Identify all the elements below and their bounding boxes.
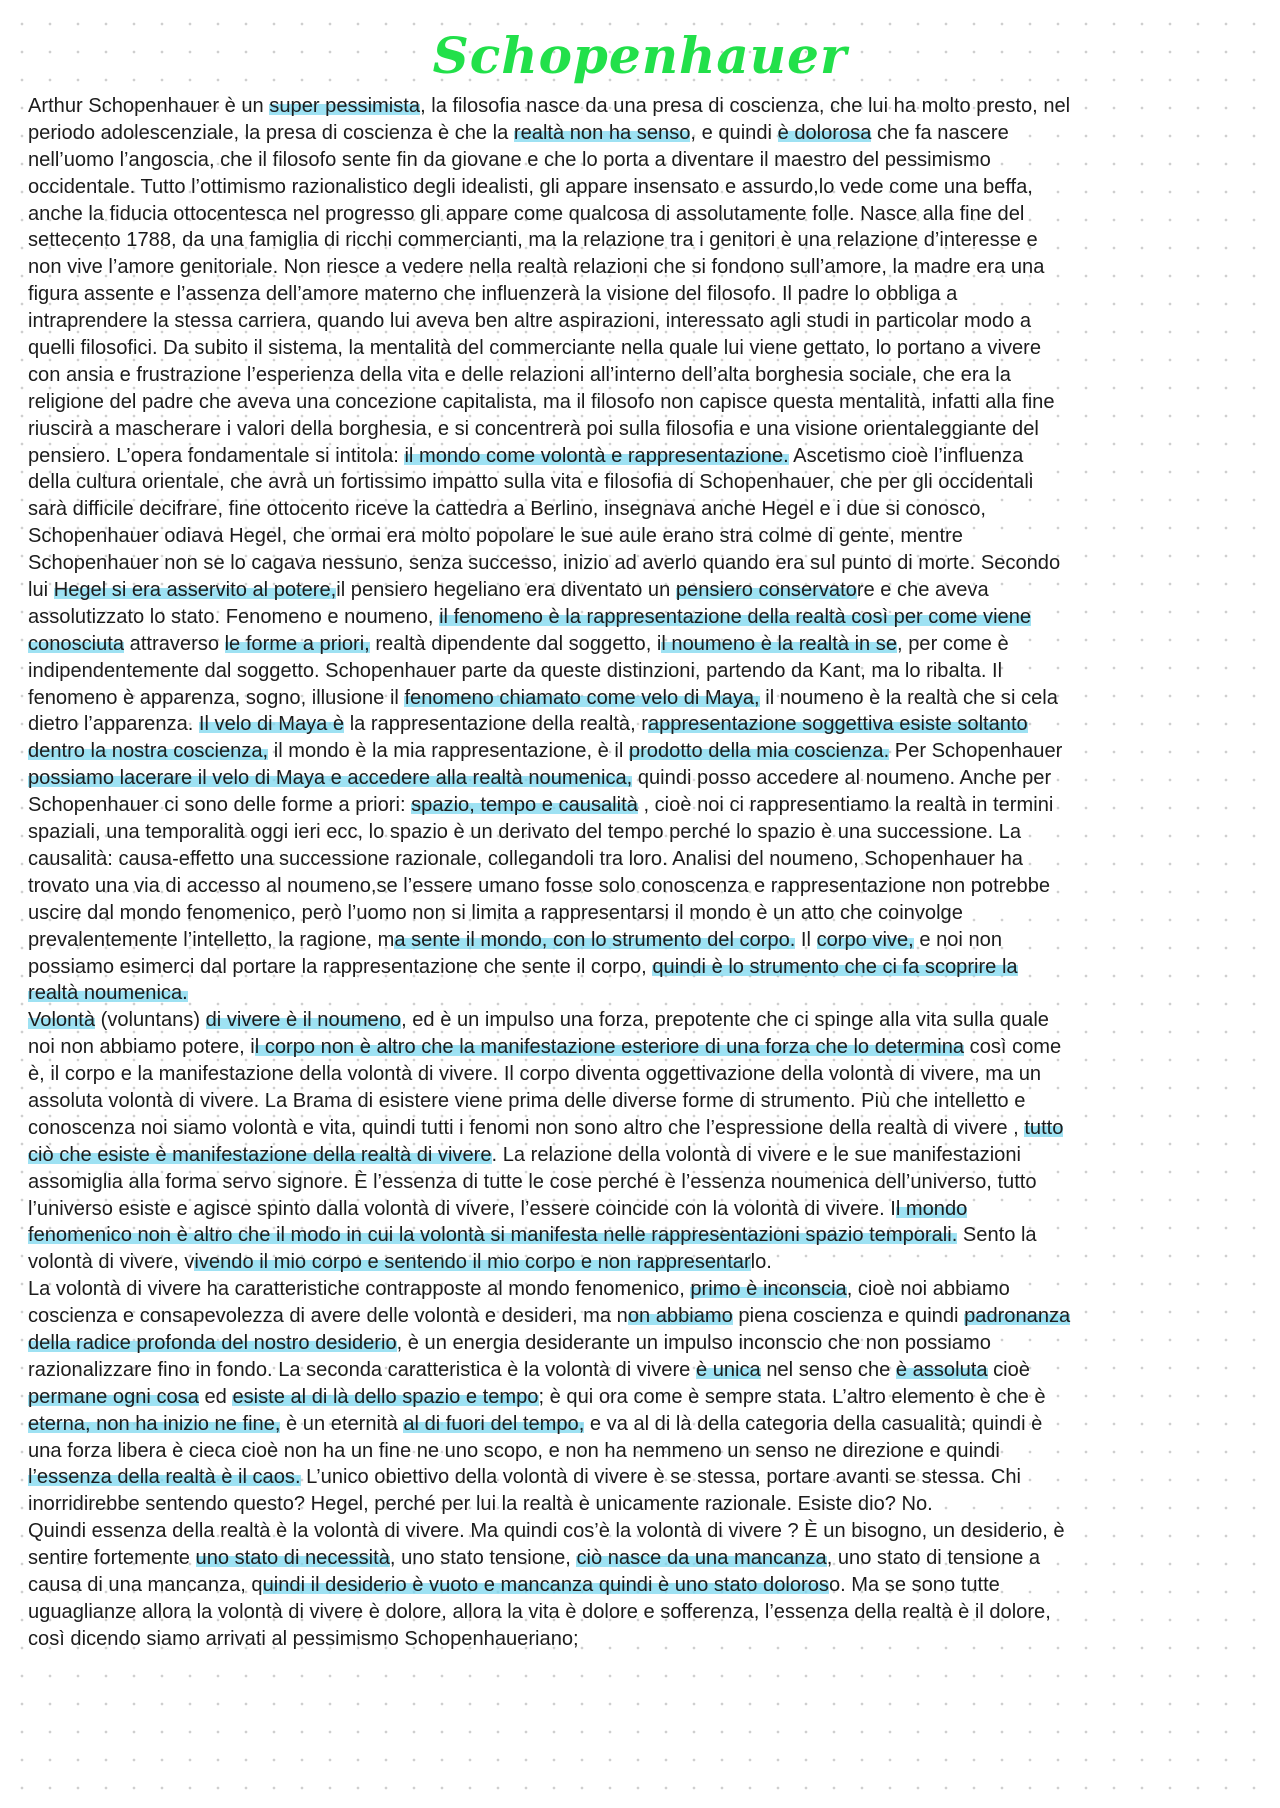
highlighted-text: l corpo non è altro che la manifestazione esteriore di una forza che lo determina xyxy=(254,1036,965,1059)
text-segment: Schopenhauer ci sono delle forme a priori: xyxy=(28,794,412,817)
text-segment: il noumeno è la realtà che si cela xyxy=(759,686,1058,709)
text-line xyxy=(28,254,1260,281)
text-segment: riuscirà a mascherare i valori della borghesia, e si concentrerà poi sulla filosofia e una visione orientaleggiante del xyxy=(28,417,1039,440)
text-segment: , uno stato di tensione a xyxy=(826,1547,1041,1570)
text-line xyxy=(28,174,1260,201)
text-segment: uscire dal mondo fenomenico, però l’uomo non si limita a rappresentarsi il mondo è un atto che coinvolge xyxy=(28,901,963,924)
highlighted-text: spazio, tempo e causalità xyxy=(411,794,638,817)
text-line xyxy=(28,1411,1260,1438)
text-segment: uguaglianze allora la volontà di vivere è dolore, allora la vita è dolore e sofferenza, l’essenza della realtà è il dolore, xyxy=(28,1600,1051,1623)
text-line xyxy=(28,93,1260,120)
highlighted-text: super pessimista xyxy=(269,95,421,117)
text-segment: Ascetismo cioè l’influenza xyxy=(788,444,1024,467)
text-segment: Schopenhauer non se lo cagava nessuno, senza successo, inizio ad averlo quando era sul punto di morte. Secondo xyxy=(28,552,1061,575)
text-line xyxy=(28,308,1260,335)
text-segment: Quindi essenza della realtà è la volontà di vivere. Ma quindi cos’è la volontà di vivere ? È un bisogno, un desiderio, è xyxy=(28,1520,1065,1543)
text-line xyxy=(28,631,1260,658)
text-line xyxy=(28,1276,1260,1303)
highlighted-text: pensiero conservato xyxy=(675,579,857,602)
text-line xyxy=(28,1599,1260,1626)
text-line xyxy=(28,1061,1260,1088)
text-segment: una forza libera è cieca cioè non ha un fine ne uno scopo, e non ha nemmeno un senso ne direzione e quindi xyxy=(28,1439,1000,1462)
highlighted-text: conosciuta xyxy=(28,632,125,655)
text-segment: Sento la xyxy=(957,1224,1037,1247)
highlighted-text: ciò nasce da una mancanza xyxy=(576,1547,827,1570)
text-segment: settecento 1788, da una famiglia di ricchi commercianti, ma la relazione tra i genitori è una relazione d’interesse e xyxy=(28,229,1038,252)
text-line xyxy=(28,443,1260,470)
text-line xyxy=(28,738,1260,765)
text-segment: ; è qui ora come è sempre stata. L’altro elemento è che è xyxy=(538,1385,1046,1408)
text-segment: è, il corpo e la manifestazione della volontà di vivere. Il corpo diventa oggettivazione della volontà di vivere, ma un xyxy=(28,1063,1042,1086)
text-line xyxy=(28,1007,1260,1034)
text-line xyxy=(28,819,1260,846)
text-segment: che fa nascere xyxy=(871,121,1009,144)
text-line xyxy=(28,658,1260,685)
text-line xyxy=(28,1572,1260,1599)
text-line xyxy=(28,416,1260,443)
text-segment: , per come è xyxy=(897,632,1009,655)
text-segment: spaziali, una temporalità oggi ieri ecc, lo spazio è un derivato del tempo perché lo spazio è una successione. La xyxy=(28,821,1021,844)
text-line xyxy=(28,1626,1260,1653)
highlighted-text: l’essenza della realtà è il caos. xyxy=(28,1466,301,1489)
text-segment: , e quindi xyxy=(690,121,778,144)
text-segment: , ed è un impulso una forza, prepotente che ci spinge alla vita sulla quale xyxy=(401,1009,1049,1032)
text-segment: così come xyxy=(964,1036,1062,1059)
text-line xyxy=(28,1034,1260,1061)
text-line xyxy=(28,792,1260,819)
text-line xyxy=(28,846,1260,873)
text-segment: assolutizzato lo stato. Fenomeno e noumeno, xyxy=(28,605,440,628)
text-segment: Il xyxy=(795,928,817,951)
text-line xyxy=(28,335,1260,362)
text-line xyxy=(28,1438,1260,1465)
text-segment: quelli filosofici. Da subito il sistema, la mentalità del commerciante nella quale lui viene gettato, lo portano a vivere xyxy=(28,337,1042,360)
highlighted-text: realtà non ha senso xyxy=(513,121,691,144)
highlighted-text: ivendo il mio corpo e sentendo il mio corpo e non rappresentar xyxy=(194,1251,751,1274)
highlighted-text: il mondo come volontà e rappresentazione. xyxy=(404,444,789,467)
text-segment: attraverso xyxy=(124,632,225,655)
text-line xyxy=(28,1545,1260,1572)
text-segment: (voluntans) xyxy=(95,1009,206,1032)
highlighted-text: di vivere è il noumeno xyxy=(205,1009,402,1032)
text-segment: e va al di là della categoria della casualità; quindi è xyxy=(584,1412,1043,1435)
text-line xyxy=(28,873,1260,900)
text-line xyxy=(28,604,1260,631)
text-segment: fenomeno è apparenza, sogno, illusione il xyxy=(28,686,405,709)
text-segment: la rappresentazione della realtà, r xyxy=(344,713,648,736)
text-line xyxy=(28,927,1260,954)
text-line xyxy=(28,550,1260,577)
text-segment: ed xyxy=(198,1385,233,1408)
text-segment: della cultura orientale, che avrà un fortissimo impatto sulla vita e filosofia di Schopenhauer, che per gli occidentali xyxy=(28,471,1034,494)
text-line xyxy=(28,1249,1260,1276)
text-line xyxy=(28,1491,1260,1518)
text-segment: lo. xyxy=(750,1251,772,1274)
text-line xyxy=(28,362,1260,389)
text-segment: sentire fortemente xyxy=(28,1547,196,1570)
text-segment: . La relazione della volontà di vivere e le sue manifestazioni xyxy=(491,1143,1021,1166)
text-segment: noi non abbiamo potere, i xyxy=(28,1036,255,1059)
text-segment: il mondo è la mia rappresentazione, è il xyxy=(268,740,629,763)
highlighted-text: esiste al di là dello spazio e tempo xyxy=(232,1385,539,1408)
highlighted-text: on abbiamo xyxy=(627,1305,733,1328)
highlighted-text: uno stato di necessità xyxy=(195,1547,390,1570)
text-segment: l’universo esiste e agisce spinto dalla volontà di vivere, l’essere coincide con la volontà di vivere. I xyxy=(28,1197,896,1220)
text-segment: con ansia e frustrazione l’esperienza della vita e delle relazioni all’interno dell’alta borghesia sociale, che era la xyxy=(28,363,1011,386)
highlighted-text: ciò che esiste è manifestazione della realtà di vivere xyxy=(28,1143,492,1166)
text-segment: religione del padre che aveva una concezione capitalista, ma il filosofo non capisce questa mentalità, infatti alla fine xyxy=(28,390,1055,413)
text-segment: , cioè noi ci rappresentiamo la realtà in termini xyxy=(637,794,1054,817)
text-line xyxy=(28,147,1260,174)
highlighted-text: quindi è lo strumento che ci fa scoprire la xyxy=(652,955,1018,978)
text-segment: , la filosofia nasce da una presa di coscienza, che lui ha molto presto, nel xyxy=(420,95,1071,117)
text-line xyxy=(28,1464,1260,1491)
text-line xyxy=(28,1088,1260,1115)
text-segment: così dicendo siamo arrivati al pessimismo Schopenhaueriano; xyxy=(28,1627,579,1650)
text-segment: lui xyxy=(28,579,54,602)
highlighted-text: padronanza xyxy=(964,1305,1071,1328)
text-line xyxy=(28,900,1260,927)
text-segment: causa di una mancanza, q xyxy=(28,1573,263,1596)
text-line xyxy=(28,1384,1260,1411)
text-segment: , è un energia desiderante un impulso inconscio che non possiamo xyxy=(396,1331,991,1354)
text-line xyxy=(28,1357,1260,1384)
highlighted-text: realtà noumenica. xyxy=(28,982,188,1005)
highlighted-text: il fenomeno è la rappresentazione della realtà così per come viene xyxy=(439,605,1032,628)
highlighted-text: è unica xyxy=(695,1358,761,1381)
text-segment: non vive l’amore genitoriale. Non riesce a vedere nella realtà relazioni che si fondono sull’amore, la madre era una xyxy=(28,256,1045,279)
highlighted-text: appresentazione soggettiva esiste soltanto xyxy=(647,713,1028,736)
text-line xyxy=(28,1303,1260,1330)
highlighted-text: della radice profonda del nostro desiderio xyxy=(28,1331,397,1354)
text-segment: periodo adolescenziale, la presa di coscienza è che la xyxy=(28,121,514,144)
highlighted-text: a sente il mondo, con lo strumento del corpo. xyxy=(394,928,796,951)
text-line xyxy=(28,1518,1260,1545)
text-line xyxy=(28,980,1260,1007)
highlighted-text: primo è inconscia xyxy=(690,1278,847,1301)
highlighted-text: dentro la nostra coscienza, xyxy=(28,740,269,763)
text-line xyxy=(28,469,1260,496)
highlighted-text: tutto xyxy=(1024,1116,1064,1139)
text-segment: e noi non xyxy=(913,928,1002,951)
text-segment: nel senso che xyxy=(760,1358,896,1381)
highlighted-text: permane ogni cosa xyxy=(28,1385,199,1408)
text-segment: anche la fiducia ottocentesca nel progresso gli appare come qualcosa di assolutamente folle. Nasce alla fine del xyxy=(28,202,1025,225)
highlighted-text: al di fuori del tempo, xyxy=(403,1412,585,1435)
text-line xyxy=(28,1115,1260,1142)
text-segment: cioè xyxy=(987,1358,1030,1381)
text-line xyxy=(28,120,1260,147)
text-line xyxy=(28,685,1260,712)
text-segment: nell’uomo l’angoscia, che il filosofo sente fin da giovane e che lo porta a diventare il maestro del pessimismo xyxy=(28,148,991,171)
text-line xyxy=(28,281,1260,308)
text-segment: assoluta volontà di vivere. La Brama di esistere viene prima delle diverse forme di strumento. Più che intelletto e xyxy=(28,1089,1026,1112)
text-line xyxy=(28,389,1260,416)
text-segment: assomiglia alla forma servo signore. È l’essenza di tutte le cose perché è l’essenza noumenica dell’universo, tutto xyxy=(28,1170,1037,1193)
text-segment: re e che aveva xyxy=(856,579,989,602)
text-line xyxy=(28,1330,1260,1357)
text-line xyxy=(28,1169,1260,1196)
highlighted-text: corpo vive, xyxy=(816,928,914,951)
text-line xyxy=(28,1196,1260,1223)
text-segment: il pensiero hegeliano era diventato un xyxy=(336,579,676,602)
text-segment: o. Ma se sono tutte xyxy=(828,1573,1000,1596)
text-segment: intraprendere la stessa carriera, quando lui aveva ben altre aspirazioni, interessato agli studi in particolar modo a xyxy=(28,310,1032,333)
highlighted-text: è dolorosa xyxy=(777,121,872,144)
highlighted-text: è assoluta xyxy=(895,1358,988,1381)
text-segment: , uno stato tensione, xyxy=(389,1547,577,1570)
text-segment: prevalentemente l’intelletto, la ragione, m xyxy=(28,928,395,951)
text-line xyxy=(28,954,1260,981)
text-segment: conoscenza noi siamo volontà e vita, quindi tutti i fenomi non sono altro che l’espressione della realtà di vivere , xyxy=(28,1116,1025,1139)
highlighted-text: fenomeno chiamato come velo di Maya, xyxy=(404,686,760,709)
text-line xyxy=(28,201,1260,228)
highlighted-text: l mondo xyxy=(895,1197,968,1220)
highlighted-text: Hegel si era asservito al potere, xyxy=(53,579,337,602)
text-segment: sarà difficile decifrare, fine ottocento riceve la cattedra a Berlino, insegnava anche Hegel e i due si conosco, xyxy=(28,498,986,521)
highlighted-text: le forme a priori, xyxy=(224,632,370,655)
text-segment: volontà di vivere, v xyxy=(28,1251,195,1274)
text-line xyxy=(28,496,1260,523)
text-segment: possiamo esimerci dal portare la rappresentazione che sente il corpo, xyxy=(28,955,653,978)
highlighted-text: Il velo di Maya è xyxy=(198,713,345,736)
page-title: Schopenhauer xyxy=(432,26,848,85)
text-line xyxy=(28,765,1260,792)
text-segment: coscienza e consapevolezza di avere delle volontà e desideri, ma n xyxy=(28,1305,628,1328)
text-segment: quindi posso accedere al noumeno. Anche per xyxy=(632,767,1052,790)
document-body xyxy=(28,93,1260,1653)
highlighted-text: possiamo lacerare il velo di Maya e accedere alla realtà noumenica, xyxy=(28,767,633,790)
text-segment: trovato una via di accesso al noumeno,se l’essere umano fosse solo conoscenza e rappresentazione non potrebbe xyxy=(28,874,1051,897)
text-segment: Schopenhauer odiava Hegel, che ormai era molto popolare le sue aule erano stra colme di gente, mentre xyxy=(28,525,963,548)
text-segment: pensiero. L’opera fondamentale si intitola: xyxy=(28,444,405,467)
text-segment: razionalizzare fino in fondo. La seconda caratteristica è la volontà di vivere xyxy=(28,1358,696,1381)
highlighted-text: eterna, non ha inizio ne fine, xyxy=(28,1412,281,1435)
text-segment: L’unico obiettivo della volontà di vivere è se stessa, portare avanti se stessa. Chi xyxy=(300,1466,1021,1489)
text-segment: realtà dipendente dal soggetto, i xyxy=(369,632,662,655)
text-line xyxy=(28,227,1260,254)
text-segment: causalità: causa-effetto una successione razionale, collegandoli tra loro. Analisi del noumeno, Schopenhauer ha xyxy=(28,847,1023,870)
text-segment: occidentale. Tutto l’ottimismo razionalistico degli idealisti, gli appare insensato e assurdo,lo vede come una beffa, xyxy=(28,175,1033,198)
highlighted-text: fenomenico non è altro che il modo in cui la volontà si manifesta nelle rappresentazioni spazio temporali. xyxy=(28,1224,958,1247)
text-line xyxy=(28,1142,1260,1169)
text-line xyxy=(28,711,1260,738)
text-line xyxy=(28,523,1260,550)
text-segment: Per Schopenhauer xyxy=(889,740,1063,763)
text-segment: figura assente e l’assenza dell’amore materno che influenzerà la visione del filosofo. Il padre lo obbliga a xyxy=(28,283,958,306)
highlighted-text: uindi il desiderio è vuoto e mancanza quindi è uno stato doloros xyxy=(262,1573,829,1596)
text-segment: dietro l’apparenza. xyxy=(28,713,199,736)
text-line xyxy=(28,577,1260,604)
text-segment: indipendentemente dal soggetto. Schopenhauer parte da queste distinzioni, partendo da Kant, ma lo ribalta. Il xyxy=(28,659,1003,682)
highlighted-text: Volontà xyxy=(28,1009,96,1032)
highlighted-text: prodotto della mia coscienza. xyxy=(628,740,890,763)
text-segment: La volontà di vivere ha caratteristiche contrapposte al mondo fenomenico, xyxy=(28,1278,691,1301)
text-segment: , cioè noi abbiamo xyxy=(846,1278,1010,1301)
highlighted-text: l noumeno è la realtà in se xyxy=(661,632,898,655)
text-line xyxy=(28,1222,1260,1249)
text-segment: Arthur Schopenhauer è un xyxy=(28,95,270,117)
text-segment: è un eternità xyxy=(280,1412,404,1435)
text-segment: piena coscienza e quindi xyxy=(732,1305,965,1328)
text-segment: inorridirebbe sentendo questo? Hegel, perché per lui la realtà è unicamente razionale. Esiste dio? No. xyxy=(28,1493,933,1516)
